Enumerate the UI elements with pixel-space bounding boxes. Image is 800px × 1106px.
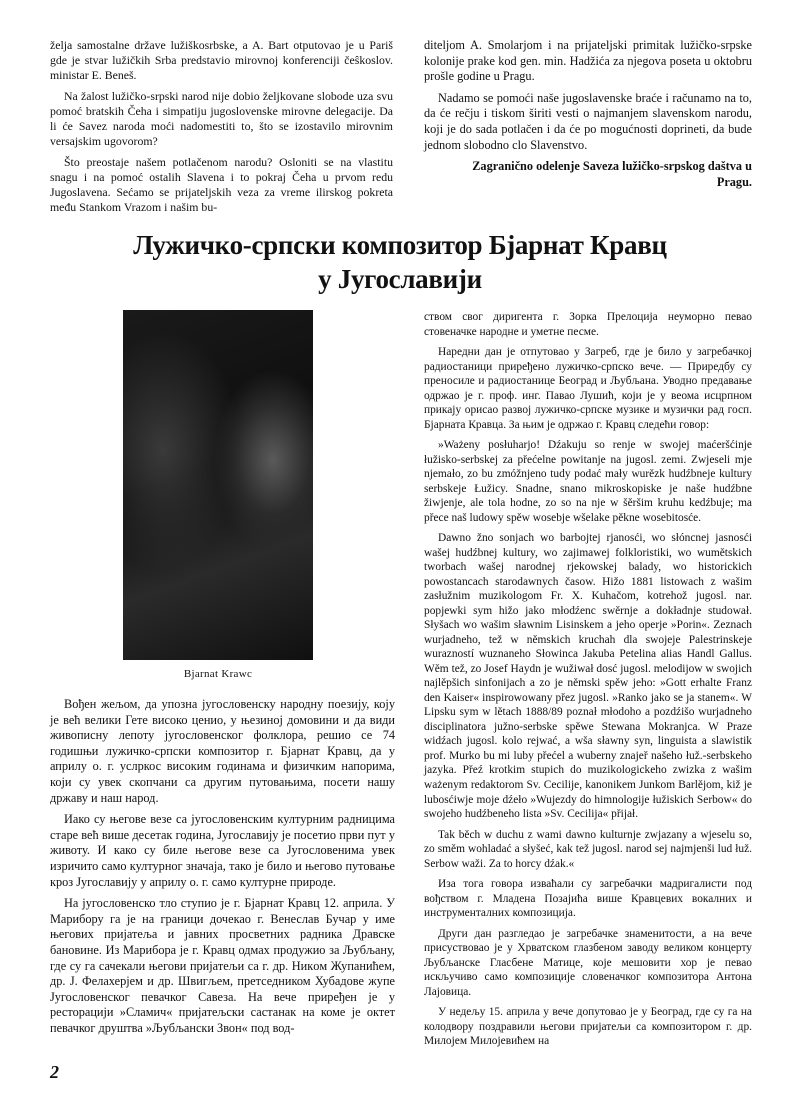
paragraph: Tak běch w duchu z wami dawno kulturnje zwjazany a wjeselu so, zo směm wohladać a słyšeć, kak tež jugosl. narod sej najmjenši lud łuž. Serbow waži. Za to horcy dźak.« <box>424 828 752 870</box>
paragraph: Dawno žno sonjach wo barbojtej rjanosći, wo słóncnej jasnosći wašej hudźbnej kultury, wo zajimawej folkloristiki, wo wumětskich tworbach wašej narodnej rjekowskej balady, wo historickich powostancach starodawnych časow. Hižo 1881 listowach z wašim zasłužnim muzikologom Fr. X. Kuhačom, kotrehož jugosl. nar. popjewki sym hižo jako młodźenc swěrnje a dokładnje studował. Słyšach wo wašim sławnim Lisinskem a jeho operje »Porin«. Zeznach wurjadnеho, tež w němskich kruchah dla swojeje Palestrinskeje wurazností wuznaneho Słowinca Jakuba Petelina alias Handl Gallus. Wěm tež, zo Josef Haydn je wužiwał dosć jugosl. melodijow w swojich najlěpšich sinfonijach a zo je němski spěw jeho: »Gott erhalte Franz den Kaiser« inspirowowany přez jugosl. »Ranko jako se ja stanem«. W Lipsku sym w lětach 1888/89 poznał młodoho a pozdźišo wurjadneho disciplinatora južno-serbske spěwe Stewana Mokranjca. W Praze widźach jugosl. kolo rejwać, a wšа sławny syn, linguista a slawistik prof. Murko bu mi luby přećel a wuberny znajeř našeho łuž.-serbskeho jazyka. Přeź krotkim stupich do muzikologickeho zwizka z wašim ważenym redaktorom Sv. Cecilije, kanonikem Junkom Barlějom, kiž je lubosćiwje moje dźeło »Wujezdy do himnologije łužiskich Serbow« do swojeho hudźbeneho lista »Sv. Cecilija« přijał. <box>424 532 752 821</box>
photo-caption: Bjarnat Krawc <box>183 668 253 680</box>
signature: Zagranično odelenje Saveza lužičko-srpskog daštva u Pragu. <box>472 159 752 189</box>
title-line-2: у Југославији <box>318 264 482 294</box>
portrait-photo <box>123 310 313 660</box>
paragraph: Što preostaje našem potlačenom narodu? Osloniti se na vlastitu snagu i na pomoć ostalih Slavena i to pokraj Čeha u prvom redu Jugoslavena. Sećamo se prijateljskih veza za vreme ilirskog pokreta među Stankom Vrazom i našim bu- <box>50 155 393 214</box>
paragraph: Иза тога говора изваћали су загребачки мадригалисти под вођством г. Младена Позајића више Кравцевих вокалних и инструменталних композиција. <box>424 878 752 920</box>
page-number: 2 <box>50 1062 59 1082</box>
paragraph: Иако су његове везе са југословенским културним радницима старе већ више десетак година, Југославију је посетио први пут у животу. И како су биле његове везе са Југословенима увек изричито само културног значаја, тако је било и његово путовање кроз Југославију у априлу о. г. само културне природе. <box>50 812 395 889</box>
paragraph: Nadamo se pomoći naše jugoslavenske braće i računamo na to, da će rečju i tiskom širiti vesti o najmanjem slavenskom narodu, koji je do sada potlačen i da će po mogućnosti doprineti, da bude jednom slobodno clo Slavenstvo. <box>424 90 752 152</box>
top-right-column <box>424 38 752 196</box>
paragraph: »Ważeny posłuharjo! Dźakuju so renje w swojej maćeršćinje łužisko-serbskej za přećelne powitanje na jugosl. zemi. Zwjeseli mje njemało, zo bu zmóžnjeno tudy podać mały wurězk hudźbnеje kultury serbskeje Łužicy. Snadne, snano mikroskopiske je naše hudźbne žiwjenje, ale tola hodne, zo so na nje w šěršim kruhu kedźbuje; ma přece naš ludowy spěw wosebje wšelake pěkne wosebitosće. <box>424 439 752 524</box>
paragraph: Na žalost lužičko-srpski narod nije dobio željkovanе slobode uza svu pomoć bratskih Čeha i simpatiju jugoslovenske mirovne delegacije. Da li će Savez naroda moći nadomestiti to, što se izostavilo mirovnim versajskim ugovorom? <box>50 89 393 148</box>
paragraph: ством свог диригента г. Зорка Прелоција неуморно певао стовеначке народне и уметне песме. <box>424 311 752 338</box>
paragraph: Вођен жељом, да упозна југословенску народну поезију, коју је већ велики Гете високо ценио, у њезиној домовини и да види живописну лепоту југословенског фолклора, решио се 74 годишњи лужичко-српски композитор г. Бјарнат Кравц, да у априлу о. г. услркос високим годинама и физичким напорима, који су увек скопчани са другим путовањима, посети нашу државу и наш народ. <box>50 697 395 805</box>
paragraph: želja samostalne države lužiškosrbske, a A. Bart otputovao je u Pariš gde je stvar lužičkih Srba predstavio mirovnoj konferenciji čeŝkoslov. ministar E. Beneš. <box>50 38 393 82</box>
paragraph: У недељу 15. априла у вече допутовао је у Београд, где су га на колодвору поздравили његови пријатељи са композитором г. др. Милојем Милојевићем на <box>424 1006 752 1048</box>
paragraph: Наредни дан је отпутовао у Загреб, где је било у загребачкој радиостаници приређено лужичко-српско вече. — Приредбу су преносиле и радиостанице Београд и Љубљана. Уводно предавање одржао је г. проф. инг. Павао Лушић, који је у веома исцрпном прикају орисао развој лужичко-српске музике и музички рад госп. Бјарната Кравца. За њим је одржао г. Кравц следећи говор: <box>424 346 752 431</box>
top-left-column <box>50 38 393 221</box>
article-left-column <box>50 697 395 1042</box>
paragraph: Други дан разгледао је загребачке знаменитости, а на вече присуствовао је у Хрватском глазбеном заводу великом концерту Љубљанске Глaсбене Матице, које мешовити хор је певао искључиво само композиције словеначког композитора Антона Лајовица. <box>424 927 752 998</box>
article-title <box>40 228 760 296</box>
paragraph: На југословенско тло ступио је г. Бјарнат Кравц 12. априла. У Марибору га је на граници дочекао г. Венеслав Бучар у име његових пријатеља и јавних просветних радника Дравске бановине. Из Марибора је г. Кравц одмах продужио за Љубљану, где су га сачекали његови пријатељи са г. др. Никoм Жупанићем, др. Ј. Фелахерјем и др. Швигљем, претседником Хубадове жупе Југословенског певачког Савеза. На вече приређен је у ресторацији »Сламич« пријатељски састанак на коме је октет певачког друштва »Љубљански Звон« под вод- <box>50 896 395 1035</box>
title-line-1: Лужичко-српски композитор Бјарнат Кравц <box>133 230 667 260</box>
article-right-column <box>424 310 752 1055</box>
paragraph: diteljom A. Smolarjom i na prijateljski primitak lužičko-srpske kolonije prake kod gen. min. Hadžića za njegova poseta u oktobru prošle godine u Pragu. <box>424 38 752 84</box>
sorbian-speech <box>424 438 752 871</box>
